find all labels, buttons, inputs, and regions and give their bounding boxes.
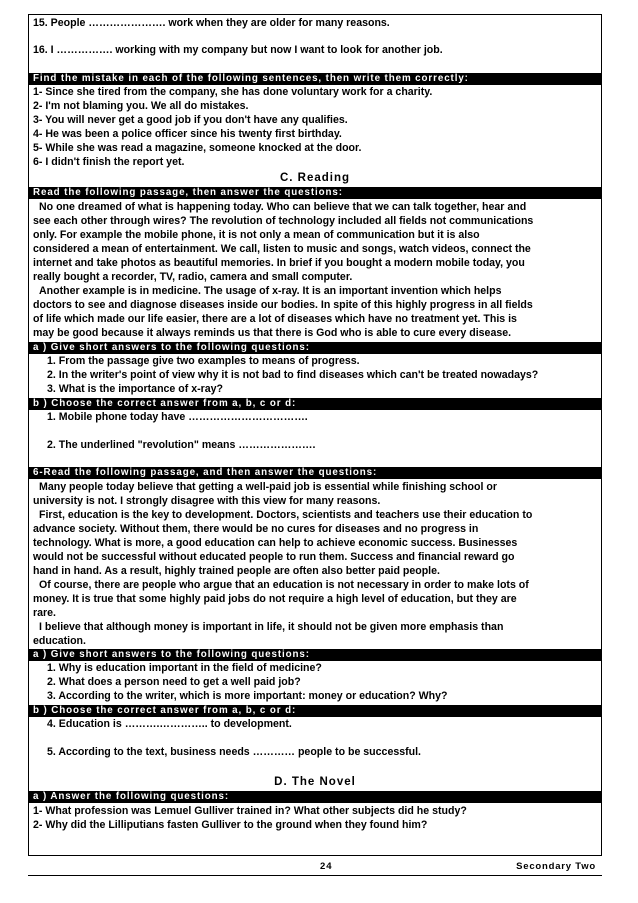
short-question: 3. What is the importance of x-ray?	[47, 383, 224, 395]
passage-line: Many people today believe that getting a well-paid job is essential while finishing school or	[39, 481, 497, 493]
mistake-item: 4- He was been a police officer since his twenty first birthday.	[33, 128, 342, 140]
reading-header: Read the following passage, then answer the questions:	[29, 187, 601, 199]
footer	[28, 861, 602, 875]
short-answer-header: a ) Give short answers to the following questions:	[29, 649, 601, 661]
passage-line: would not be successful without educated people to run them. Success and financial reward go	[33, 551, 515, 563]
page-number: 24	[320, 861, 333, 872]
reading2-header: 6-Read the following passage, and then answer the questions:	[29, 467, 601, 479]
passage-line: No one dreamed of what is happening today. Who can believe that we can talk together, hear and	[39, 201, 527, 213]
passage-line: education.	[33, 635, 86, 647]
mcq-question: 5. According to the text, business needs ………… people to be successful.	[47, 746, 421, 758]
passage-line: really bought a recorder, TV, radio, camera and small computer.	[33, 271, 353, 283]
grade-level: Secondary Two	[516, 861, 596, 872]
short-question: 2. What does a person need to get a well paid job?	[47, 676, 301, 688]
short-question: 1. Why is education important in the field of medicine?	[47, 662, 322, 674]
short-question: 2. In the writer's point of view why it is not bad to find diseases which can't be treated nowadays?	[47, 369, 539, 381]
novel-header: a ) Answer the following questions:	[29, 791, 601, 803]
novel-question: 1- What profession was Lemuel Gulliver trained in? What other subjects did he study?	[33, 805, 467, 817]
novel-question: 2- Why did the Lilliputians fasten Gulliver to the ground when they found him?	[33, 819, 428, 831]
mistake-item: 6- I didn't finish the report yet.	[33, 156, 185, 168]
mistake-item: 3- You will never get a good job if you don't have any qualifies.	[33, 114, 348, 126]
passage-line: technology. What is more, a good education can help to achieve economic success. Businesses	[33, 537, 518, 549]
passage-line: advance society. Without them, there would be no cures for diseases and no progress in	[33, 523, 479, 535]
passage-line: only. For example the mobile phone, it is not only a mean of communication but it is also	[33, 229, 480, 241]
passage-line: may be good because it always reminds us that there is God who is able to cure every disease.	[33, 327, 512, 339]
passage-line: internet and take photos as beautiful memories. In brief if you bought a modern mobile today, you	[33, 257, 525, 269]
passage-line: I believe that although money is important in life, it should not be given more emphasis than	[39, 621, 504, 633]
passage-line: doctors to see and diagnose diseases inside our bodies. In spite of this highly progress in all fields	[33, 299, 533, 311]
section-title-reading: C. Reading	[279, 172, 351, 184]
mistake-item: 1- Since she tired from the company, she has done voluntary work for a charity.	[33, 86, 433, 98]
section-title-novel: D. The Novel	[274, 776, 356, 788]
short-question: 3. According to the writer, which is more important: money or education? Why?	[47, 690, 448, 702]
worksheet-page	[28, 14, 602, 856]
passage-line: see each other through wires? The revolution of technology included all fields not communications	[33, 215, 534, 227]
mistake-item: 5- While she was read a magazine, someone knocked at the door.	[33, 142, 362, 154]
passage-line: considered a mean of entertainment. We call, listen to music and songs, watch videos, connect the	[33, 243, 531, 255]
passage-line: Of course, there are people who argue that an education is not necessary in order to make lots of	[39, 579, 529, 591]
passage-line: of life which made our life easier, there are a lot of diseases which have no treatment yet. This is	[33, 313, 517, 325]
mistake-item: 2- I'm not blaming you. We all do mistakes.	[33, 100, 249, 112]
short-question: 1. From the passage give two examples to means of progress.	[47, 355, 360, 367]
choose-header: b ) Choose the correct answer from a, b, c or d:	[29, 705, 601, 717]
question-15: 15. People …………………. work when they are older for many reasons.	[33, 17, 390, 29]
passage-line: Another example is in medicine. The usage of x-ray. It is an important invention which helps	[39, 285, 502, 297]
passage-line: hand in hand. As a result, highly trained people are often also better paid people.	[33, 565, 440, 577]
question-16: 16. I ……………. working with my company but now I want to look for another job.	[33, 44, 443, 56]
passage-line: university is not. I strongly disagree with this view for many reasons.	[33, 495, 381, 507]
mcq-question: 2. The underlined "revolution" means ………………….	[47, 439, 316, 451]
mcq-question: 1. Mobile phone today have …………………………….	[47, 411, 308, 423]
passage-line: money. It is true that some highly paid jobs do not require a high level of education, but they are	[33, 593, 517, 605]
short-answer-header: a ) Give short answers to the following questions:	[29, 342, 601, 354]
footer-rule	[28, 875, 602, 876]
passage-line: First, education is the key to development. Doctors, scientists and teachers use their education to	[39, 509, 533, 521]
choose-header: b ) Choose the correct answer from a, b, c or d:	[29, 398, 601, 410]
mcq-question: 4. Education is ……….………….. to development.	[47, 718, 292, 730]
mistake-header: Find the mistake in each of the following sentences, then write them correctly:	[29, 73, 601, 85]
passage-line: rare.	[33, 607, 56, 619]
